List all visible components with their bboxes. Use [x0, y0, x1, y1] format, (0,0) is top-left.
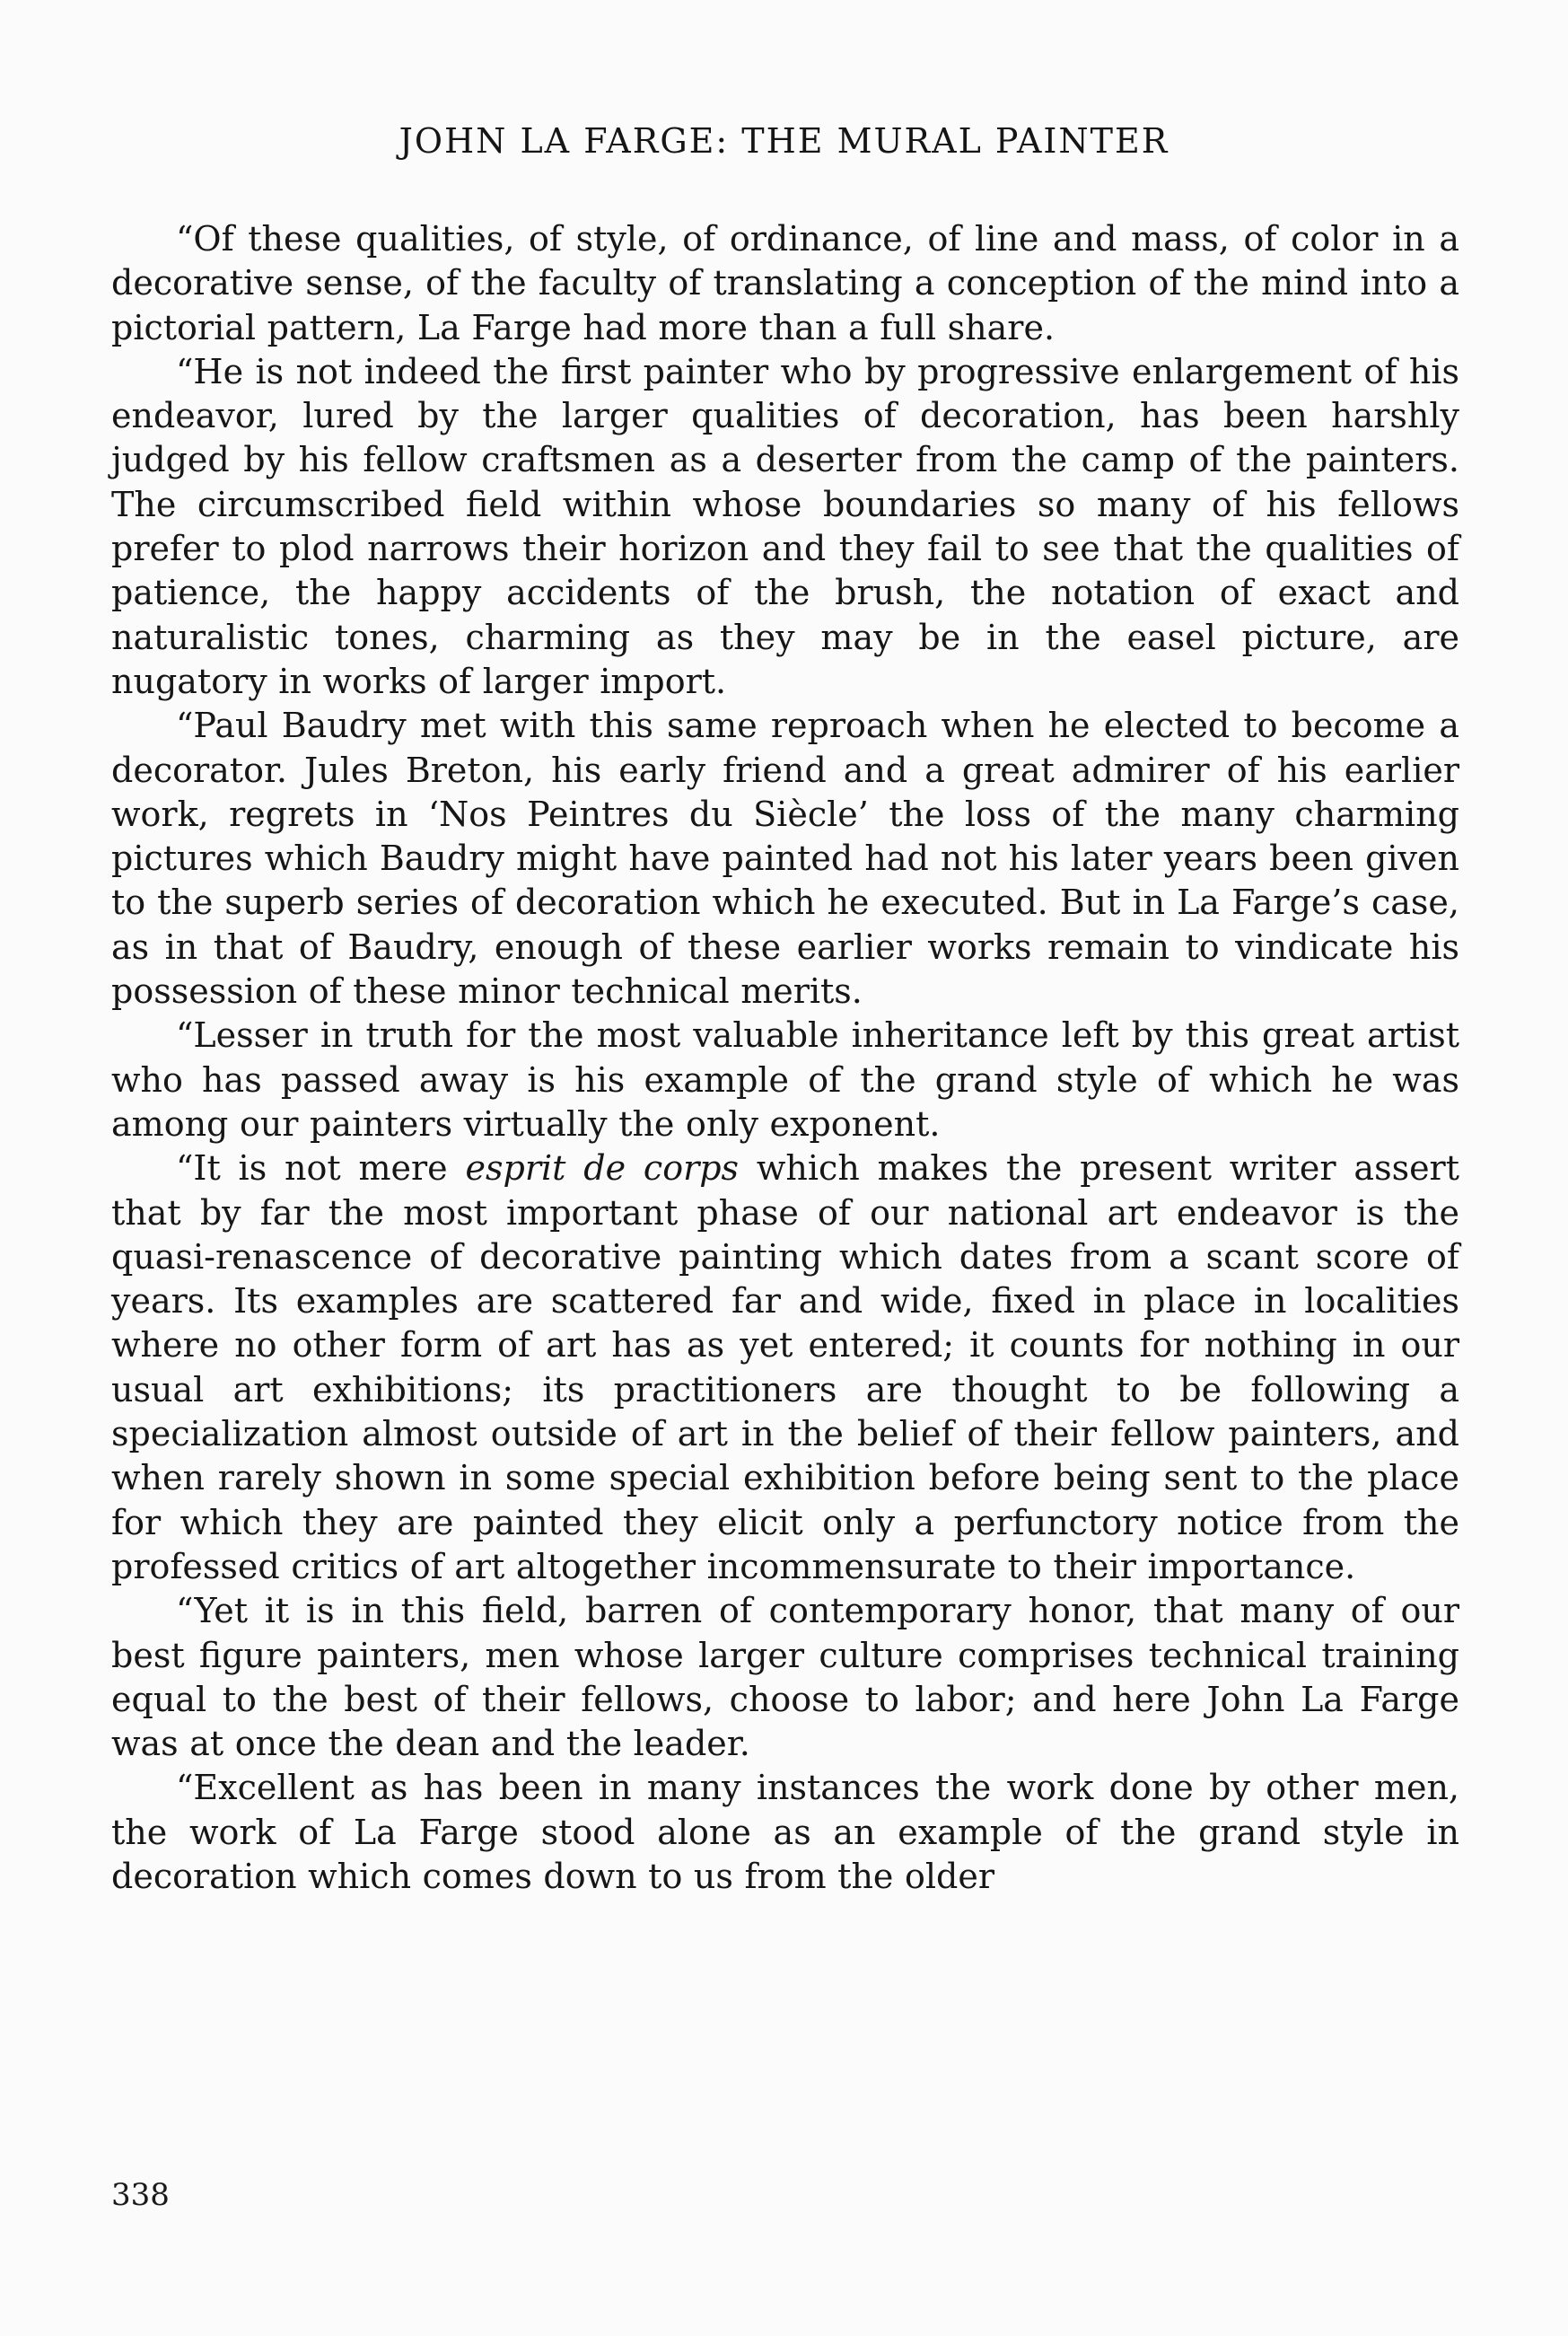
paragraph-6-text: “Yet it is in this field, barren of contemporary honor, that many of our best figure painters, men whose larger culture comprises technical training equal to the best of their fellows, choose to labor; and here John La Farge was at once the dean and the leader.: [111, 1591, 1459, 1764]
paragraph-4: [111, 1014, 1459, 1146]
paragraph-5: [111, 1146, 1459, 1589]
paragraph-4-text: “Lesser in truth for the most valuable inheritance left by this great artist who has passed away is his example of the grand style of which he was among our painters virtually the only exponent.: [111, 1015, 1459, 1144]
paragraph-7: [111, 1766, 1459, 1899]
paragraph-1-text: “Of these qualities, of style, of ordinance, of line and mass, of color in a decorative sense, of the faculty of translating a conception of the mind into a pictorial pattern, La Farge had more than a full share.: [111, 219, 1459, 347]
paragraph-2-text: “He is not indeed the first painter who by progressive enlargement of his endeavor, lured by the larger qualities of decoration, has been harshly judged by his fellow craftsmen as a deserter from the camp of the painters. The circumscribed field within whose boundaries so many of his fellows prefer to plod narrows their horizon and they fail to see that the qualities of patience, the happy accidents of the brush, the notation of exact and naturalistic tones, charming as they may be in the easel picture, are nugatory in works of larger import.: [111, 351, 1459, 701]
paragraph-7-text: “Excellent as has been in many instances the work done by other men, the work of La Farge stood alone as an example of the grand style in decoration which comes down to us from the older: [111, 1768, 1459, 1896]
paragraph-5-text-before: “It is not mere: [176, 1148, 466, 1189]
paragraph-2: [111, 350, 1459, 704]
paragraph-6: [111, 1589, 1459, 1766]
paragraph-5-text-after: which makes the present writer assert that by far the most important phase of our national art endeavor is the quasi-renascence of decorative painting which dates from a scant score of years. Its examples are scattered far and wide, fixed in place in localities where no other form of art has as yet entered; it counts for nothing in our usual art exhibitions; its practitioners are thought to be following a specialization almost outside of art in the belief of their fellow painters, and when rarely shown in some special exhibition before being sent to the place for which they are painted they elicit only a perfunctory notice from the professed critics of art altogether incommensurate to their importance.: [111, 1148, 1459, 1586]
running-head: JOHN LA FARGE: THE MURAL PAINTER: [399, 121, 1169, 161]
page-number: 338: [111, 2177, 170, 2213]
paragraph-3-text: “Paul Baudry met with this same reproach when he elected to become a decorator. Jules Breton, his early friend and a great admirer of his earlier work, regrets in ‘Nos Peintres du Siècle’ the loss of the many charming pictures which Baudry might have painted had not his later years been given to the superb series of decoration which he executed. But in La Farge’s case, as in that of Baudry, enough of these earlier works remain to vindicate his possession of these minor technical merits.: [111, 706, 1459, 1012]
paragraph-1: [111, 217, 1459, 350]
body-text: [111, 217, 1459, 1899]
paragraph-5-italic-phrase: esprit de corps: [465, 1148, 740, 1189]
paragraph-3: [111, 704, 1459, 1014]
